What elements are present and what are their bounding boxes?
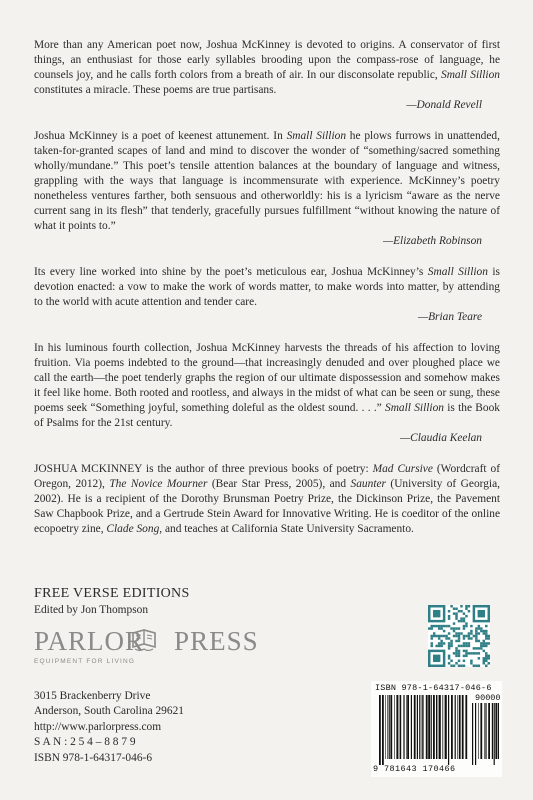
qr-code[interactable] (428, 605, 490, 667)
blurb-attribution: —Donald Revell (406, 99, 482, 111)
san-number: S A N : 2 5 4 – 8 8 7 9 (34, 736, 136, 749)
address-line: 3015 Brackenberry Drive (34, 690, 151, 702)
blurb-text: In his luminous fourth collection, Joshua McKinney harvests the threads of his affection to loving fruition. Via poems indebted to the ground—that increasingly denuded and over ploughed place we call the earth—the poet tenderly graphs the region of our ultimate dispossession and somehow makes it feel like home. Both rooted and rootless, and always in the midst of what can be seen or sung, these poems seek “Something joyful, something doleful as the oldest sound. . . .” Small Sillion is the Book of Psalms for the 21st century. (34, 342, 500, 429)
book-hand-icon (130, 627, 158, 653)
website-link[interactable]: http://www.parlorpress.com (34, 720, 162, 733)
logo-tagline: EQUIPMENT FOR LIVING (34, 658, 136, 665)
blurb-text: Its every line worked into shine by the poet’s meticulous ear, Joshua McKinney’s Small Sillion is devotion enacted: a vow to make the work of words matter, to make words into matter, by attending to the world with acute attention and tender care. (34, 266, 500, 308)
address-line: Anderson, South Carolina 29621 (34, 705, 184, 718)
publisher-address (34, 689, 184, 766)
blurb (34, 265, 500, 325)
ean-barcode (379, 695, 469, 765)
blurb-attribution: —Elizabeth Robinson (382, 235, 482, 247)
series-title: FREE VERSE EDITIONS (34, 586, 190, 601)
blurb-attribution: —Claudia Keelan (400, 432, 482, 444)
blurb-text: Joshua McKinney is a poet of keenest attunement. In Small Sillion he plows furrows in unattended, taken-for-granted scapes of land and mind to discover the wonder of “something/sacred something wholly/mundane.” This poet’s tensile attention balances at the boundary of language and witness, grappling with the ways that language is incommensurate with experience. McKinney’s poetry nonetheless ventures farther, both sensuous and otherworldly: his is a lyricism “aware as the nerve current sang in its flesh” that tenderly, gracefully pursues fulfillment “without knowing the nature of what it points to.” (34, 130, 500, 232)
series-editor: Edited by Jon Thompson (34, 604, 149, 616)
blurb (34, 129, 500, 249)
publisher-logo (34, 625, 259, 675)
barcode-block (371, 681, 502, 777)
blurb (34, 341, 500, 446)
author-bio (34, 462, 500, 537)
blurbs-section (34, 38, 500, 537)
blurb (34, 38, 500, 113)
isbn-number: ISBN 978-1-64317-046-6 (34, 751, 153, 764)
blurb-attribution: —Brian Teare (417, 311, 482, 323)
barcode-price-code: 90000 (475, 693, 501, 703)
barcode-isbn-label: ISBN 978-1-64317-046-6 (375, 683, 492, 693)
blurb-text: More than any American poet now, Joshua McKinney is devoted to origins. A conservator of first things, an enthusiast for those early syllables brooding upon the compass-rose of language, he counsels joy, and he calls forth colors from a breath of air. In our disconsolate republic, Small Sillion constitutes a miracle. These poems are true partisans. (34, 39, 500, 96)
logo-left: PARLOR (34, 626, 145, 656)
addon-barcode (472, 703, 500, 765)
barcode-digits: 9 781643 170466 (373, 764, 456, 774)
series-block (34, 585, 190, 618)
logo-right: PRESS (174, 626, 259, 656)
author-bio-text: JOSHUA MCKINNEY is the author of three previous books of poetry: Mad Cursive (Wordcraft of Oregon, 2012), The Novice Mourner (Bear Star Press, 2005), and Saunter (University of Georgia, 2002). He is a recipient of the Dorothy Brunsman Poetry Prize, the Dickinson Prize, the Pavement Saw Chapbook Prize, and a Gertrude Stein Award for Innovative Writing. He is coeditor of the online ecopoetry zine, Clade Song, and teaches at California State University Sacramento. (34, 463, 501, 535)
